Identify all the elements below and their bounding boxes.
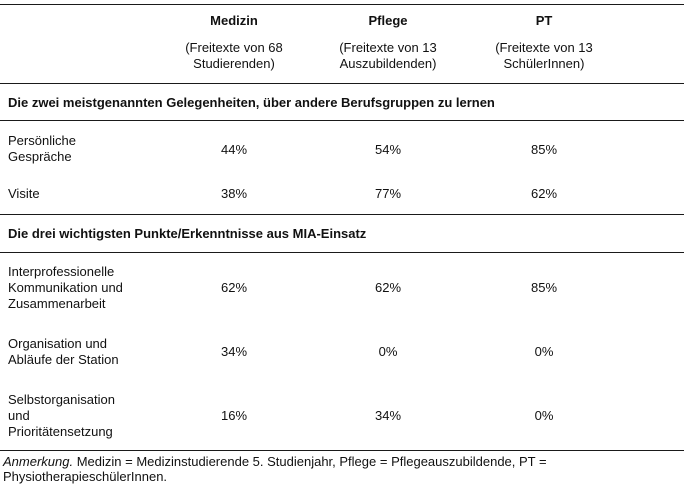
section-title: Die zwei meistgenannten Gelegenheiten, über andere Berufsgruppen zu lernen (8, 95, 495, 110)
section-title: Die drei wichtigsten Punkte/Erkenntnisse aus MIA-Einsatz (8, 226, 367, 241)
column-subheader-medizin: (Freitexte von 68 Studierenden) (185, 40, 283, 71)
value-cell: 85% (530, 280, 558, 295)
row-label: Persönliche Gespräche (8, 133, 76, 164)
table-rule-header (0, 83, 684, 84)
row-label: Interprofessionelle Kommunikation und Zusammenarbeit (8, 264, 123, 311)
value-cell: 44% (220, 142, 248, 157)
table-rule-section-2 (0, 252, 684, 253)
table-rule-section-2-top (0, 214, 684, 215)
value-cell: 62% (220, 280, 248, 295)
column-header-pflege: Pflege (368, 13, 408, 28)
value-cell: 0% (534, 344, 554, 359)
note-label: Anmerkung. (3, 454, 74, 469)
row-label: Visite (8, 186, 40, 201)
value-cell: 0% (534, 408, 554, 423)
row-label: Organisation und Abläufe der Station (8, 336, 119, 367)
column-header-medizin: Medizin (210, 13, 258, 28)
column-subheader-pt: (Freitexte von 13 SchülerInnen) (495, 40, 593, 71)
value-cell: 34% (220, 344, 248, 359)
value-cell: 54% (374, 142, 402, 157)
table-note (3, 454, 679, 484)
value-cell: 62% (374, 280, 402, 295)
value-cell: 34% (374, 408, 402, 423)
table-rule-section-1 (0, 120, 684, 121)
value-cell: 85% (530, 142, 558, 157)
value-cell: 16% (220, 408, 248, 423)
note-text-continued: PhysiotherapieschülerInnen. (3, 469, 168, 484)
value-cell: 0% (378, 344, 398, 359)
column-subheader-pflege: (Freitexte von 13 Auszubildenden) (339, 40, 437, 71)
value-cell: 62% (530, 186, 558, 201)
column-header-pt: PT (535, 13, 553, 28)
value-cell: 77% (374, 186, 402, 201)
table-rule-top (0, 4, 684, 5)
note-text: Medizin = Medizinstudierende 5. Studienjahr, Pflege = Pflegeauszubildende, PT = (73, 454, 547, 469)
value-cell: 38% (220, 186, 248, 201)
row-label: Selbstorganisation und Prioritätensetzung (8, 392, 115, 439)
table-rule-bottom (0, 450, 684, 451)
